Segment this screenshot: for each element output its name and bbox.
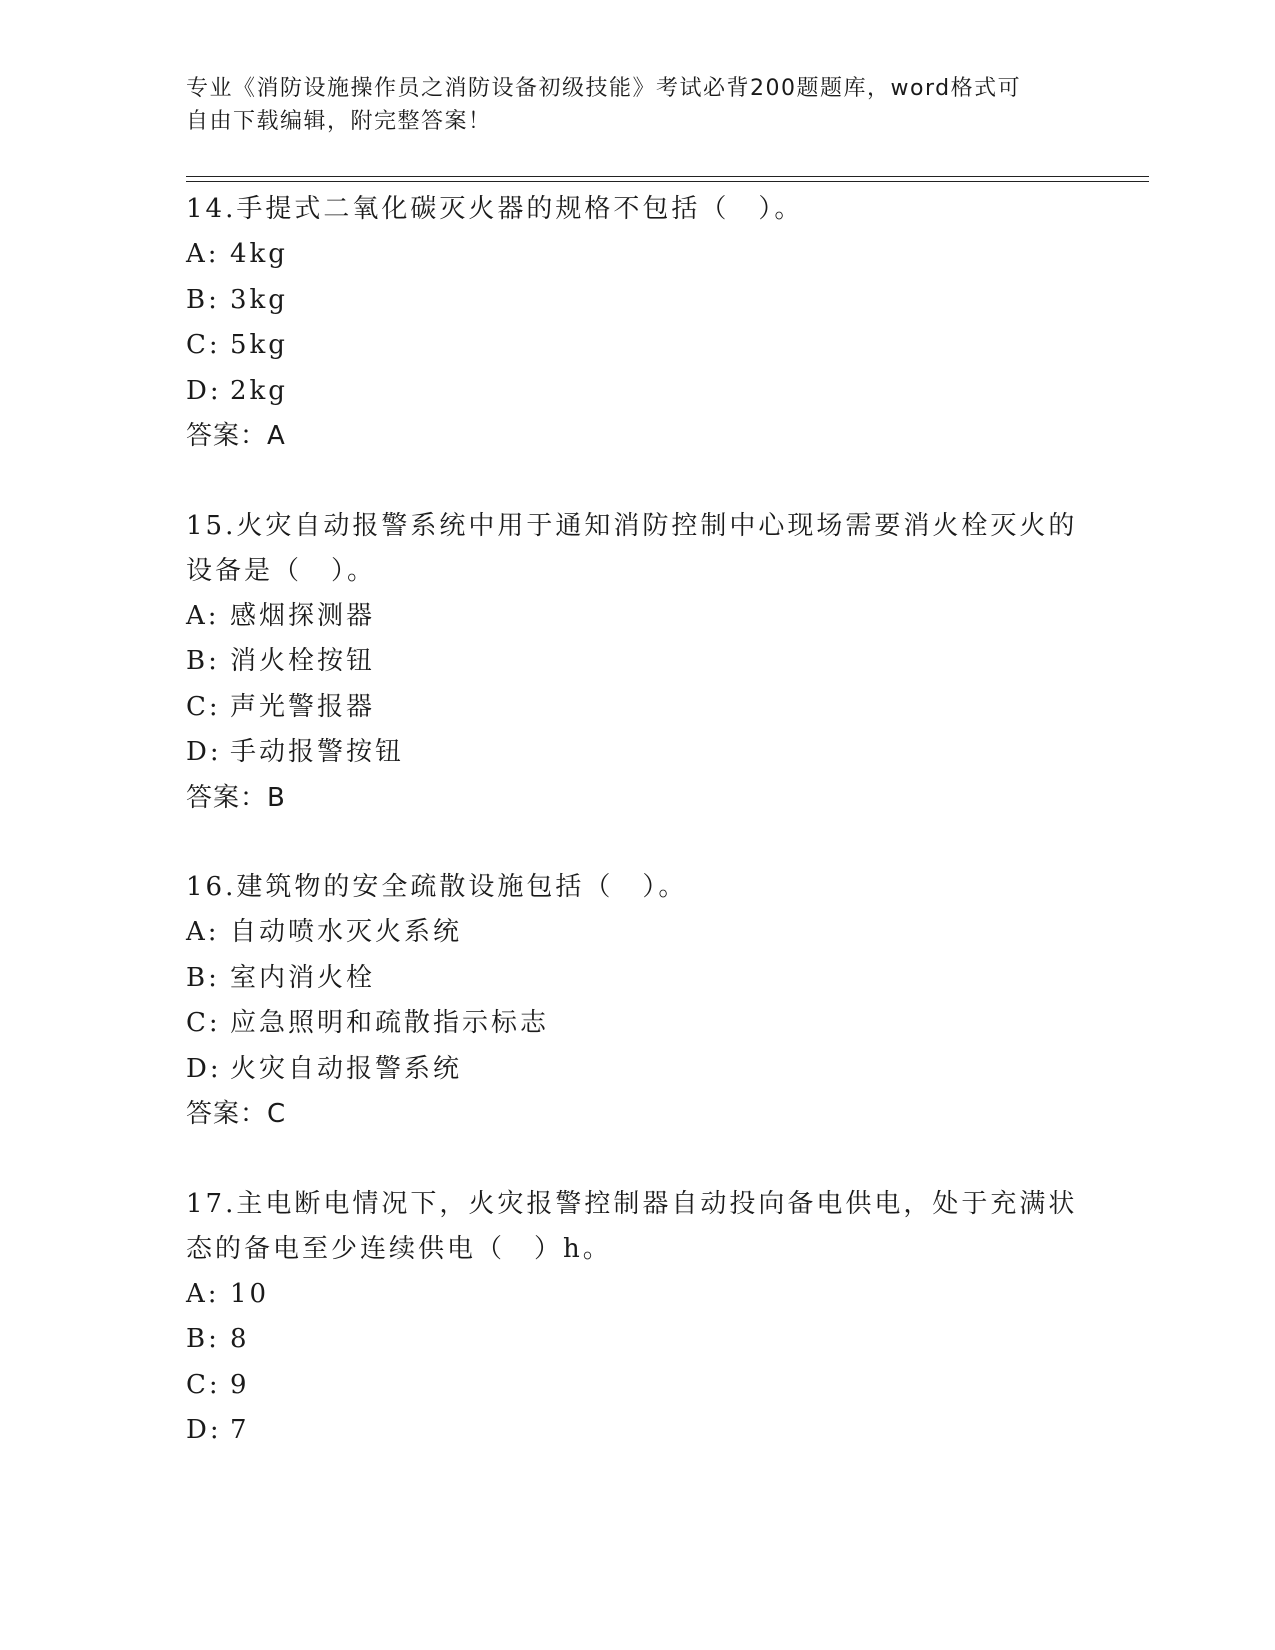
question-stem: 15.火灾自动报警系统中用于通知消防控制中心现场需要消火栓灭火的 xyxy=(186,510,1078,541)
question-stem-continued: 设备是（ ）。 xyxy=(186,555,377,586)
header-line-2: 自由下载编辑，附完整答案！ xyxy=(186,109,492,134)
option-text: 感烟探测器 xyxy=(230,600,376,631)
question-spacer xyxy=(186,821,1086,865)
option-c xyxy=(186,685,1086,731)
option-key: A: xyxy=(186,600,220,631)
option-key: C: xyxy=(186,330,221,360)
question-stem: 14.手提式二氧化碳灭火器的规格不包括（ ）。 xyxy=(186,194,804,224)
option-text: 自动喷水灭火系统 xyxy=(230,917,463,947)
option-c xyxy=(186,323,1086,369)
option-text: 9 xyxy=(230,1369,250,1400)
option-key: B: xyxy=(186,284,220,315)
option-text: 室内消火栓 xyxy=(230,962,376,993)
option-text: 7 xyxy=(230,1415,250,1445)
question-15 xyxy=(186,504,1086,822)
answer-value: A xyxy=(267,421,286,451)
option-d xyxy=(186,730,1086,776)
question-stem: 17.主电断电情况下，火灾报警控制器自动投向备电供电，处于充满状 xyxy=(186,1188,1078,1219)
option-b xyxy=(186,278,1086,324)
question-list xyxy=(186,187,1086,1454)
answer-line xyxy=(186,414,1086,460)
option-key: B: xyxy=(186,646,220,676)
option-text: 手动报警按钮 xyxy=(230,737,405,767)
question-spacer xyxy=(186,1138,1086,1182)
option-key: B: xyxy=(186,1324,220,1354)
question-stem-continued: 态的备电至少连续供电（ ）h。 xyxy=(186,1233,612,1264)
option-text: 10 xyxy=(230,1278,270,1309)
option-key: D: xyxy=(186,737,222,767)
option-text: 5kg xyxy=(230,330,288,360)
option-key: D: xyxy=(186,1053,222,1084)
option-a xyxy=(186,232,1086,278)
option-key: B: xyxy=(186,962,220,993)
header-divider-top xyxy=(186,176,1149,177)
header-divider-bottom xyxy=(186,181,1149,182)
option-key: C: xyxy=(186,691,221,722)
option-text: 8 xyxy=(230,1324,250,1354)
option-text: 3kg xyxy=(230,284,288,315)
answer-line xyxy=(186,776,1086,822)
question-14 xyxy=(186,187,1086,460)
option-d xyxy=(186,369,1086,415)
option-text: 火灾自动报警系统 xyxy=(230,1053,463,1084)
option-b xyxy=(186,639,1086,685)
option-b xyxy=(186,1317,1086,1363)
option-a xyxy=(186,594,1086,640)
option-key: A: xyxy=(186,1278,220,1309)
answer-line xyxy=(186,1092,1086,1138)
option-text: 4kg xyxy=(230,239,288,269)
option-key: A: xyxy=(186,917,220,947)
option-key: A: xyxy=(186,239,220,269)
option-key: D: xyxy=(186,375,222,406)
option-a xyxy=(186,1272,1086,1318)
option-b xyxy=(186,956,1086,1002)
option-text: 声光警报器 xyxy=(230,691,376,722)
option-c xyxy=(186,1363,1086,1409)
document-header xyxy=(186,72,1066,138)
option-d xyxy=(186,1408,1086,1454)
answer-label: 答案： xyxy=(186,1099,268,1129)
option-d xyxy=(186,1047,1086,1093)
option-a xyxy=(186,910,1086,956)
answer-value: B xyxy=(267,782,286,813)
option-key: D: xyxy=(186,1415,222,1445)
answer-label: 答案： xyxy=(186,421,268,451)
question-stem: 16.建筑物的安全疏散设施包括（ ）。 xyxy=(186,872,688,902)
option-text: 消火栓按钮 xyxy=(230,646,376,676)
question-17 xyxy=(186,1182,1086,1454)
option-text: 2kg xyxy=(230,375,288,406)
option-text: 应急照明和疏散指示标志 xyxy=(230,1008,550,1038)
question-spacer xyxy=(186,460,1086,504)
option-c xyxy=(186,1001,1086,1047)
question-16 xyxy=(186,865,1086,1138)
header-line-1: 专业《消防设施操作员之消防设备初级技能》考试必背200题题库，word格式可 xyxy=(186,76,1022,101)
answer-label: 答案： xyxy=(186,782,268,813)
option-key: C: xyxy=(186,1008,221,1038)
option-key: C: xyxy=(186,1369,221,1400)
answer-value: C xyxy=(267,1099,287,1129)
